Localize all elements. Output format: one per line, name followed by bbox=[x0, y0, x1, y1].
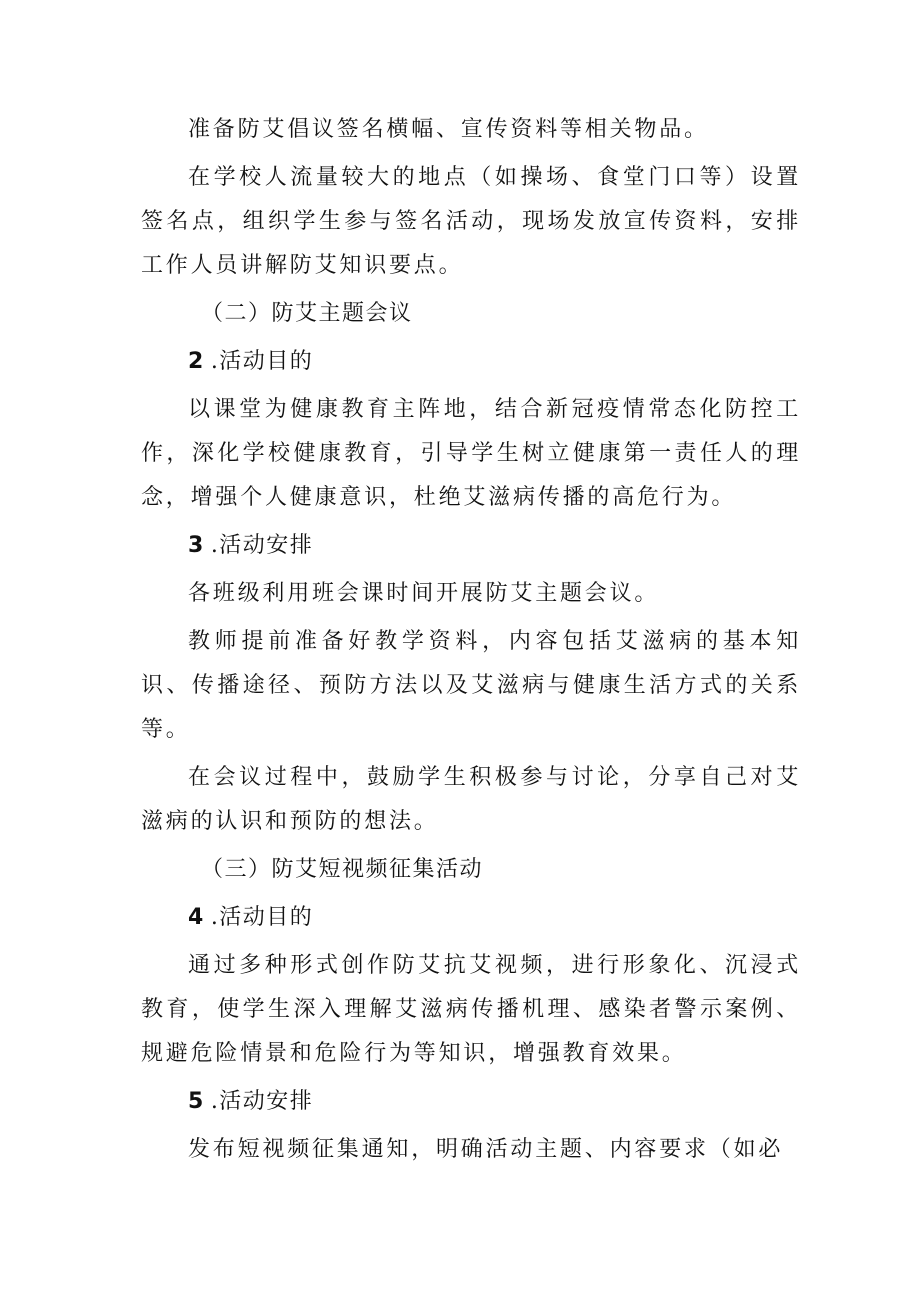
numbered-heading bbox=[141, 340, 801, 384]
heading-text: .活动目的 bbox=[210, 905, 314, 930]
paragraph: 准备防艾倡议签名横幅、宣传资料等相关物品。 bbox=[188, 117, 709, 142]
document-body bbox=[141, 108, 801, 1172]
paragraph: 教师提前准备好教学资料，内容包括艾滋病的基本知识、传播途径、预防方法以及艾滋病与健康生活方式的关系等。 bbox=[141, 629, 801, 742]
heading-number: 4 bbox=[188, 905, 205, 930]
numbered-heading bbox=[141, 524, 801, 568]
numbered-heading bbox=[141, 896, 801, 940]
heading-number: 3 bbox=[188, 533, 205, 558]
heading-number: 2 bbox=[188, 349, 205, 374]
heading-text: .活动安排 bbox=[210, 1089, 314, 1114]
section-heading: （三）防艾短视频征集活动 bbox=[201, 857, 484, 882]
paragraph: 各班级利用班会课时间开展防艾主题会议。 bbox=[188, 581, 660, 606]
paragraph: 以课堂为健康教育主阵地，结合新冠疫情常态化防控工作，深化学校健康教育，引导学生树立健康第一责任人的理念，增强个人健康意识，杜绝艾滋病传播的高危行为。 bbox=[141, 397, 801, 510]
paragraph: 通过多种形式创作防艾抗艾视频，进行形象化、沉浸式教育，使学生深入理解艾滋病传播机理、感染者警示案例、规避危险情景和危险行为等知识，增强教育效果。 bbox=[141, 953, 801, 1066]
numbered-heading bbox=[141, 1080, 801, 1124]
heading-number: 5 bbox=[188, 1089, 205, 1114]
paragraph: 发布短视频征集通知，明确活动主题、内容要求（如必 bbox=[188, 1137, 784, 1162]
heading-text: .活动目的 bbox=[210, 349, 314, 374]
heading-text: .活动安排 bbox=[210, 533, 314, 558]
paragraph: 在学校人流量较大的地点（如操场、食堂门口等）设置签名点，组织学生参与签名活动，现场发放宣传资料，安排工作人员讲解防艾知识要点。 bbox=[141, 165, 801, 278]
paragraph: 在会议过程中，鼓励学生积极参与讨论，分享自己对艾滋病的认识和预防的想法。 bbox=[141, 765, 801, 834]
section-heading: （二）防艾主题会议 bbox=[201, 301, 413, 326]
